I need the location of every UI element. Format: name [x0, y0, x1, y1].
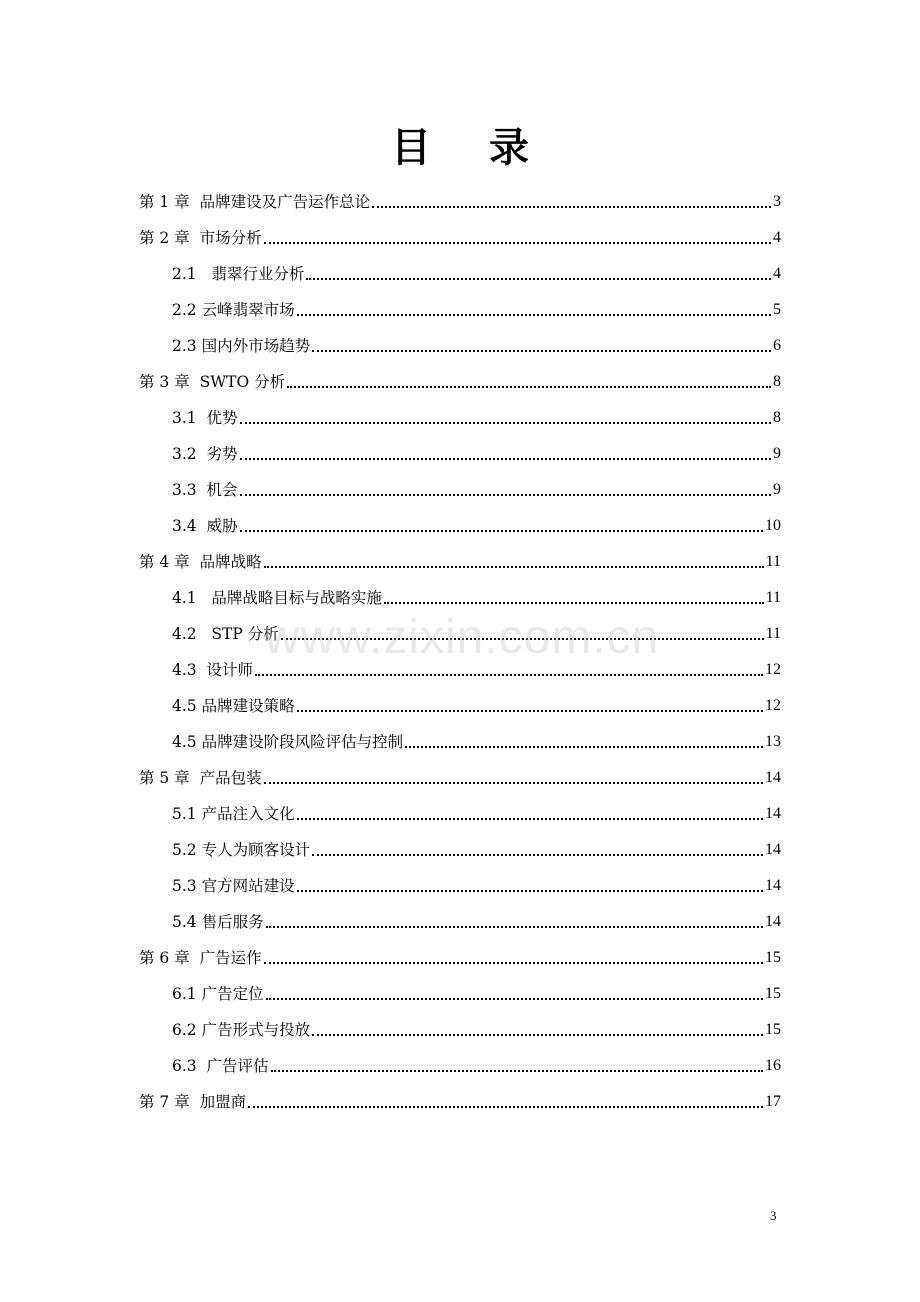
toc-entry-label: 2.3 国内外市场趋势	[172, 337, 311, 355]
toc-entry-label: 4.3 设计师	[172, 661, 254, 679]
toc-entry[interactable]	[172, 870, 781, 896]
toc-entry-label: 3.1 优势	[172, 409, 238, 427]
toc-entry-label: 2.2 云峰翡翠市场	[172, 301, 295, 319]
toc-entry-page: 11	[765, 589, 781, 606]
toc-entry-label: 6.2 广告形式与投放	[172, 1021, 311, 1039]
toc-entry-page: 3	[773, 193, 781, 210]
toc-entry[interactable]	[172, 582, 781, 608]
toc-entry-page: 15	[765, 1021, 781, 1038]
toc-entry[interactable]	[172, 330, 781, 356]
toc-leader	[312, 350, 771, 352]
toc-leader	[312, 854, 763, 856]
toc-entry[interactable]	[172, 438, 781, 464]
toc-entry-page: 14	[765, 805, 781, 822]
toc-entry[interactable]	[139, 186, 781, 212]
toc-entry-page: 14	[765, 841, 781, 858]
toc-entry-page: 11	[765, 553, 781, 570]
toc-entry-page: 4	[773, 265, 781, 282]
toc-entry[interactable]	[139, 762, 781, 788]
toc-leader	[372, 206, 771, 208]
toc-leader	[271, 1070, 763, 1072]
toc-entry[interactable]	[172, 618, 781, 644]
toc-entry-page: 11	[765, 625, 781, 642]
toc-entry-page: 14	[765, 877, 781, 894]
toc-leader	[240, 530, 763, 532]
toc-entry[interactable]	[172, 690, 781, 716]
toc-entry-page: 8	[773, 409, 781, 426]
toc-entry-label: 4.1 品牌战略目标与战略实施	[172, 589, 382, 607]
toc-leader	[281, 638, 764, 640]
toc-leader	[384, 602, 764, 604]
toc-entry-page: 17	[765, 1093, 781, 1110]
toc-entry-label: 第 2 章 市场分析	[139, 229, 262, 247]
toc-entry[interactable]	[139, 1086, 781, 1112]
toc-leader	[297, 890, 763, 892]
toc-leader	[297, 818, 763, 820]
toc-entry-page: 15	[765, 949, 781, 966]
toc-entry-page: 15	[765, 985, 781, 1002]
toc-leader	[255, 674, 763, 676]
toc-entry-label: 第 3 章 SWTO 分析	[139, 373, 286, 391]
toc-entry-page: 8	[773, 373, 781, 390]
toc-entry-page: 5	[773, 301, 781, 318]
toc-entry-label: 3.3 机会	[172, 481, 238, 499]
toc-entry[interactable]	[172, 906, 781, 932]
toc-leader	[266, 926, 763, 928]
toc-entry-label: 4.5 品牌建设阶段风险评估与控制	[172, 733, 404, 751]
toc-leader	[240, 494, 771, 496]
toc-entry[interactable]	[172, 258, 781, 284]
toc-leader	[405, 746, 763, 748]
toc-entry[interactable]	[172, 1050, 781, 1076]
toc-entry-label: 4.5 品牌建设策略	[172, 697, 295, 715]
toc-entry[interactable]	[139, 366, 781, 392]
toc-leader	[287, 386, 771, 388]
toc-entry-page: 6	[773, 337, 781, 354]
toc-entry-page: 4	[773, 229, 781, 246]
toc-entry-label: 6.1 广告定位	[172, 985, 264, 1003]
toc-entry-page: 12	[765, 697, 781, 714]
toc-entry[interactable]	[172, 834, 781, 860]
toc-entry-label: 3.4 威胁	[172, 517, 238, 535]
toc-entry-page: 10	[765, 517, 781, 534]
toc-entry-label: 2.1 翡翠行业分析	[172, 265, 305, 283]
toc-entry-page: 13	[765, 733, 781, 750]
toc-entry-label: 5.1 产品注入文化	[172, 805, 295, 823]
page-title: 目 录	[391, 125, 551, 171]
toc-entry[interactable]	[172, 726, 781, 752]
toc-leader	[266, 998, 763, 1000]
toc-entry[interactable]	[172, 654, 781, 680]
toc-entry[interactable]	[139, 546, 781, 572]
toc-entry-page: 9	[773, 445, 781, 462]
toc-entry-page: 14	[765, 913, 781, 930]
toc-entry-page: 12	[765, 661, 781, 678]
toc-leader	[264, 566, 764, 568]
toc-leader	[240, 422, 771, 424]
toc-leader	[306, 278, 771, 280]
toc-entry[interactable]	[172, 474, 781, 500]
toc-entry[interactable]	[172, 294, 781, 320]
toc-entry-label: 第 5 章 产品包装	[139, 769, 262, 787]
toc-leader	[240, 458, 771, 460]
toc-entry-label: 5.3 官方网站建设	[172, 877, 295, 895]
toc-entry-label: 第 4 章 品牌战略	[139, 553, 262, 571]
toc-entry-label: 4.2 STP 分析	[172, 625, 279, 643]
toc-entry-page: 16	[765, 1057, 781, 1074]
toc-entry-label: 第 7 章 加盟商	[139, 1093, 247, 1111]
toc-entry[interactable]	[172, 402, 781, 428]
toc-leader	[297, 710, 763, 712]
toc-leader	[264, 962, 763, 964]
watermark: www.zixin.com.cn	[264, 611, 660, 664]
toc-entry-label: 第 6 章 广告运作	[139, 949, 262, 967]
toc-entry-page: 14	[765, 769, 781, 786]
toc-entry[interactable]	[172, 1014, 781, 1040]
toc-leader	[312, 1034, 763, 1036]
toc-leader	[297, 314, 771, 316]
toc-entry[interactable]	[172, 978, 781, 1004]
toc-leader	[264, 242, 771, 244]
toc-entry-label: 3.2 劣势	[172, 445, 238, 463]
toc-entry[interactable]	[139, 942, 781, 968]
toc-leader	[264, 782, 763, 784]
toc-entry-label: 5.4 售后服务	[172, 913, 264, 931]
toc-entry-label: 6.3 广告评估	[172, 1057, 269, 1075]
toc-leader	[248, 1106, 763, 1108]
toc-entry[interactable]	[139, 222, 781, 248]
toc-entry-label: 第 1 章 品牌建设及广告运作总论	[139, 193, 371, 211]
toc-entry-label: 5.2 专人为顾客设计	[172, 841, 311, 859]
toc-entry-page: 9	[773, 481, 781, 498]
page-number: 3	[770, 1208, 777, 1223]
toc-entry[interactable]	[172, 798, 781, 824]
toc-entry[interactable]	[172, 510, 781, 536]
